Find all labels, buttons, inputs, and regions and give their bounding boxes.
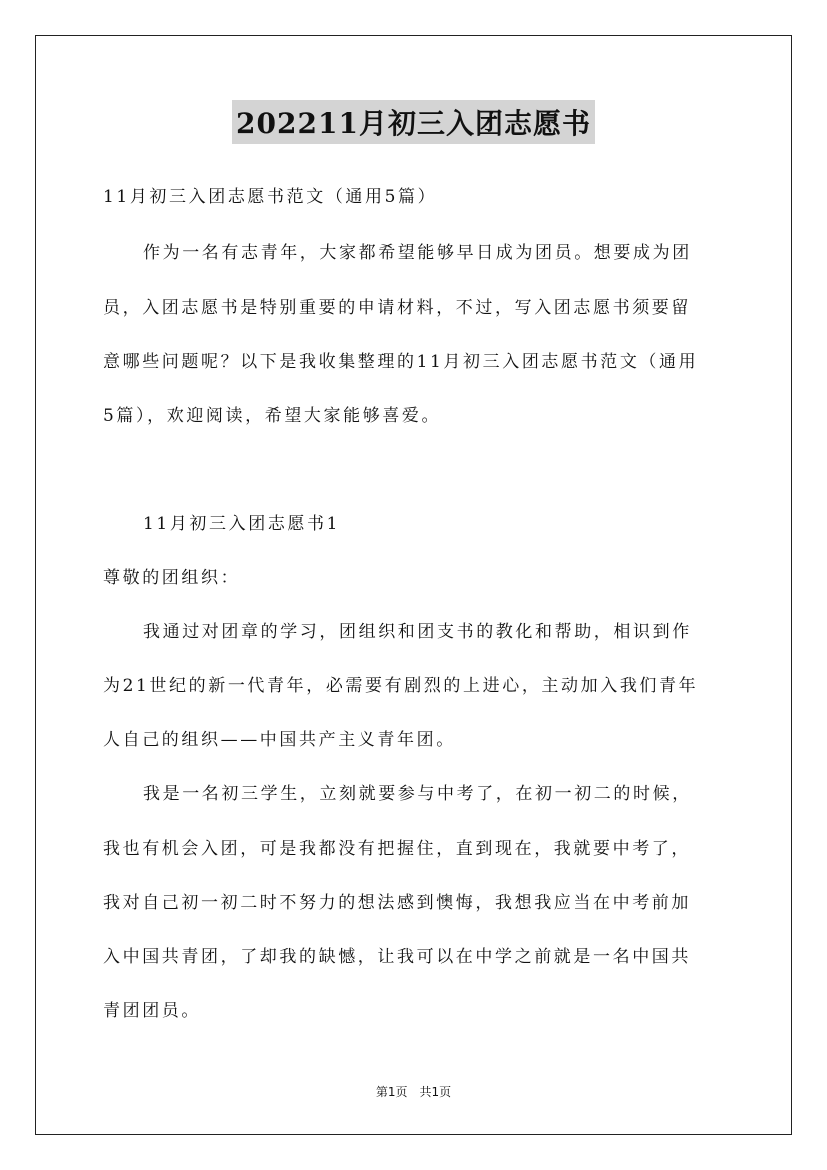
paragraph-line: 员，入团志愿书是特别重要的申请材料，不过，写入团志愿书须要留	[103, 298, 691, 318]
paragraph-line: 5篇），欢迎阅读，希望大家能够喜爱。	[103, 406, 442, 426]
section-heading: 11月初三入团志愿书1	[143, 514, 341, 534]
paragraph-line: 我是一名初三学生，立刻就要参与中考了，在初一初二的时候，	[143, 784, 692, 804]
document-title: 202211月初三入团志愿书	[232, 100, 595, 144]
title-container	[0, 100, 827, 144]
page-footer: 第1页 共1页	[375, 1085, 452, 1099]
paragraph-line: 为21世纪的新一代青年，必需要有剧烈的上进心，主动加入我们青年	[103, 676, 699, 696]
paragraph-line: 我也有机会入团，可是我都没有把握住，直到现在，我就要中考了，	[103, 839, 691, 859]
paragraph-line: 人自己的组织——中国共产主义青年团。	[103, 730, 456, 750]
paragraph-line: 作为一名有志青年，大家都希望能够早日成为团员。想要成为团	[143, 243, 692, 263]
subtitle-line: 11月初三入团志愿书范文（通用5篇）	[103, 187, 438, 207]
salutation: 尊敬的团组织：	[103, 568, 241, 588]
paragraph-line: 我通过对团章的学习，团组织和团支书的教化和帮助，相识到作	[143, 622, 692, 642]
paragraph-line: 青团团员。	[103, 1001, 201, 1021]
paragraph-line: 入中国共青团，了却我的缺憾，让我可以在中学之前就是一名中国共	[103, 947, 691, 967]
paragraph-line: 意哪些问题呢？以下是我收集整理的11月初三入团志愿书范文（通用	[103, 352, 699, 372]
paragraph-line: 我对自己初一初二时不努力的想法感到懊悔，我想我应当在中考前加	[103, 893, 691, 913]
